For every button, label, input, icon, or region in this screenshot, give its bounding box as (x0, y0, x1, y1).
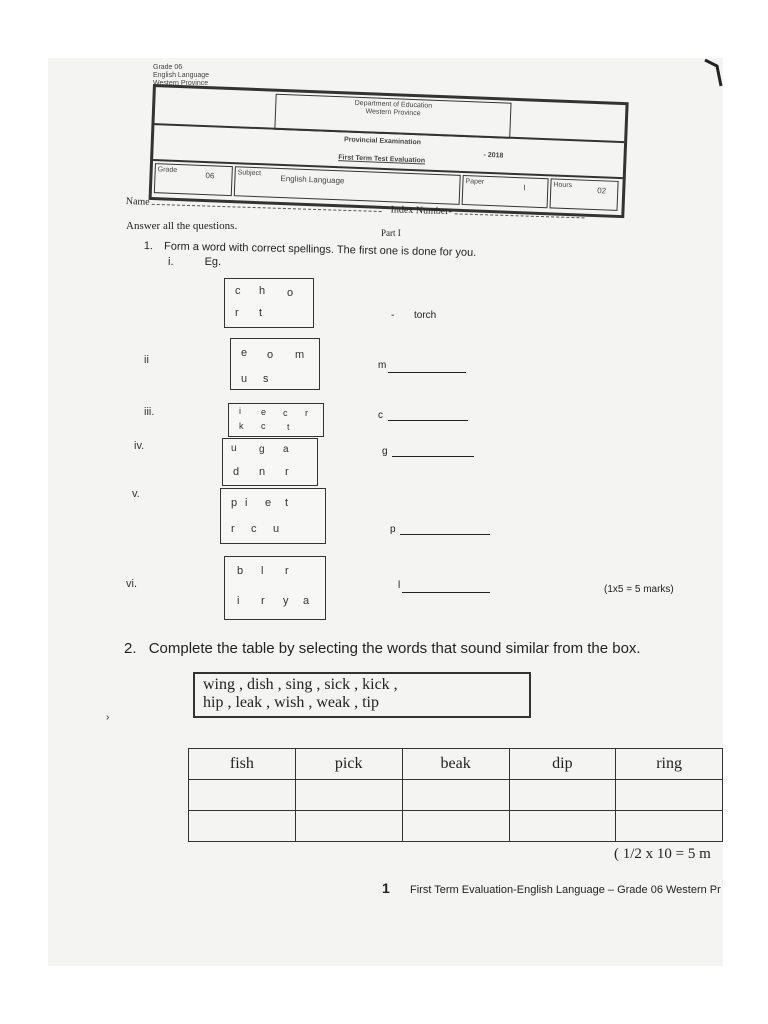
question-1-number: 1. (143, 240, 154, 253)
word-box-line-2: hip , leak , wish , weak , tip (203, 694, 379, 711)
letter: h (259, 285, 266, 297)
index-blank (454, 213, 584, 218)
item-4-roman: iv. (134, 440, 145, 452)
table-row (189, 780, 723, 811)
letter: n (259, 466, 266, 478)
letter: a (283, 444, 289, 455)
name-blank (152, 204, 382, 212)
letter: e (241, 347, 248, 359)
letter-box-4 (222, 438, 318, 486)
letter: c (235, 285, 241, 297)
corner-mark-icon (703, 58, 723, 88)
table-answer-cell[interactable] (295, 780, 402, 811)
question-2-text: Complete the table by selecting the words that sound similar from the box. (148, 640, 641, 657)
word-box-line-1: wing , dish , sing , sick , kick , (203, 676, 398, 693)
item-3-answer-line[interactable] (388, 420, 468, 421)
letter: e (261, 407, 267, 417)
top-small-line-3: Western Province (153, 80, 209, 87)
table-answer-cell[interactable] (189, 811, 296, 842)
item-3-prefix: c (378, 410, 383, 421)
grade-label: Grade (157, 166, 178, 174)
table-answer-cell[interactable] (189, 780, 296, 811)
item-4-prefix: g (382, 446, 388, 457)
word-choice-box (193, 672, 531, 718)
instruction-text: Answer all the questions. (126, 220, 238, 232)
department-line-1: Department of Education (354, 99, 433, 110)
table-header-row (189, 749, 723, 780)
table-answer-cell[interactable] (509, 811, 616, 842)
letter: c (283, 408, 288, 418)
table-answer-cell[interactable] (295, 811, 402, 842)
department-cell (274, 94, 511, 139)
letter: o (267, 349, 274, 361)
letter: b (237, 565, 244, 577)
page-number: 1 (382, 880, 390, 896)
paper-cell (462, 175, 549, 208)
letter: i (237, 595, 240, 607)
letter: r (231, 523, 235, 535)
letter: a (303, 595, 310, 607)
question-2-prompt (124, 640, 641, 657)
letter: r (305, 408, 308, 418)
grade-value: 06 (205, 171, 215, 181)
letter: p (231, 497, 238, 509)
department-line-2: Western Province (365, 108, 421, 118)
question-2-number: 2. (124, 640, 137, 657)
letter: s (263, 373, 269, 385)
item-6-roman: vi. (126, 578, 137, 590)
letter: m (295, 349, 305, 361)
subject-value: English Language (280, 173, 345, 186)
letter: k (239, 421, 244, 431)
letter: t (259, 307, 263, 319)
letter: o (287, 287, 294, 299)
letter-box-2 (230, 338, 320, 390)
part-label: Part I (381, 228, 401, 238)
stray-mark: › (106, 712, 110, 723)
letter: t (285, 497, 289, 509)
letter: g (259, 444, 265, 455)
letter: t (287, 422, 290, 432)
table-answer-cell[interactable] (402, 811, 509, 842)
example-row (168, 256, 221, 268)
hours-value: 02 (597, 186, 607, 196)
letter: y (283, 595, 289, 607)
table-header-cell: fish (189, 749, 296, 780)
item-3-roman: iii. (144, 406, 155, 418)
name-label: Name (125, 196, 150, 208)
letter-box-3 (228, 403, 324, 437)
letter: c (261, 421, 266, 431)
subject-cell (234, 166, 461, 205)
table-header-cell: ring (616, 749, 723, 780)
item-5-roman: v. (132, 488, 140, 500)
index-label: Index Number- (390, 204, 452, 218)
example-roman: i. (168, 256, 174, 268)
table-answer-cell[interactable] (402, 780, 509, 811)
letter: d (233, 466, 240, 478)
exam-year: - 2018 (483, 151, 504, 160)
item-2-roman: ii (144, 354, 149, 366)
subject-label: Subject (237, 169, 262, 178)
item-4-answer-line[interactable] (392, 456, 474, 457)
letter: l (261, 565, 264, 577)
table-header-cell: dip (509, 749, 616, 780)
letter: r (261, 595, 265, 607)
question-1-marks: (1x5 = 5 marks) (604, 584, 674, 595)
exam-paper (48, 58, 723, 966)
letter: c (251, 523, 257, 535)
letter-box-5 (220, 488, 326, 544)
letter-box-6 (224, 556, 326, 620)
item-6-answer-line[interactable] (402, 592, 490, 593)
top-small-line-2: English Language (153, 72, 210, 79)
example-dash: - (391, 310, 395, 321)
hours-cell (550, 178, 619, 211)
question-1-text: Form a word with correct spellings. The first one is done for you. (163, 240, 477, 259)
table-header-cell: pick (295, 749, 402, 780)
paper-value: I (523, 183, 526, 193)
top-small-line-1: Grade 06 (153, 64, 183, 71)
table-answer-cell[interactable] (616, 780, 723, 811)
exam-name: Provincial Examination (343, 136, 422, 147)
letter: i (245, 497, 248, 509)
grade-cell (154, 163, 233, 196)
table-header-cell: beak (402, 749, 509, 780)
letter: i (239, 406, 241, 416)
item-6-prefix: l (398, 580, 401, 591)
letter: u (231, 443, 237, 454)
sound-table (188, 748, 723, 842)
table-answer-cell[interactable] (509, 780, 616, 811)
paper-label: Paper (465, 178, 485, 186)
question-2-marks: ( 1/2 x 10 = 5 m (614, 846, 711, 862)
item-2-prefix: m (378, 360, 387, 371)
letter: r (285, 466, 289, 478)
table-answer-cell[interactable] (616, 811, 723, 842)
item-2-answer-line[interactable] (388, 372, 466, 373)
letter: u (273, 523, 280, 535)
letter: r (235, 307, 239, 319)
letter: u (241, 373, 248, 385)
item-5-answer-line[interactable] (400, 534, 490, 535)
item-5-prefix: p (390, 524, 396, 535)
hours-label: Hours (553, 181, 573, 190)
letter: r (285, 565, 289, 577)
letter-box-example (224, 278, 314, 328)
table-row (189, 811, 723, 842)
footer-text: First Term Evaluation-English Language – Grade 06 Western Pr (410, 884, 721, 896)
letter: e (265, 497, 272, 509)
evaluation-title: First Term Test Evaluation (338, 154, 426, 165)
example-label: Eg. (204, 256, 222, 268)
example-answer: torch (414, 310, 437, 321)
